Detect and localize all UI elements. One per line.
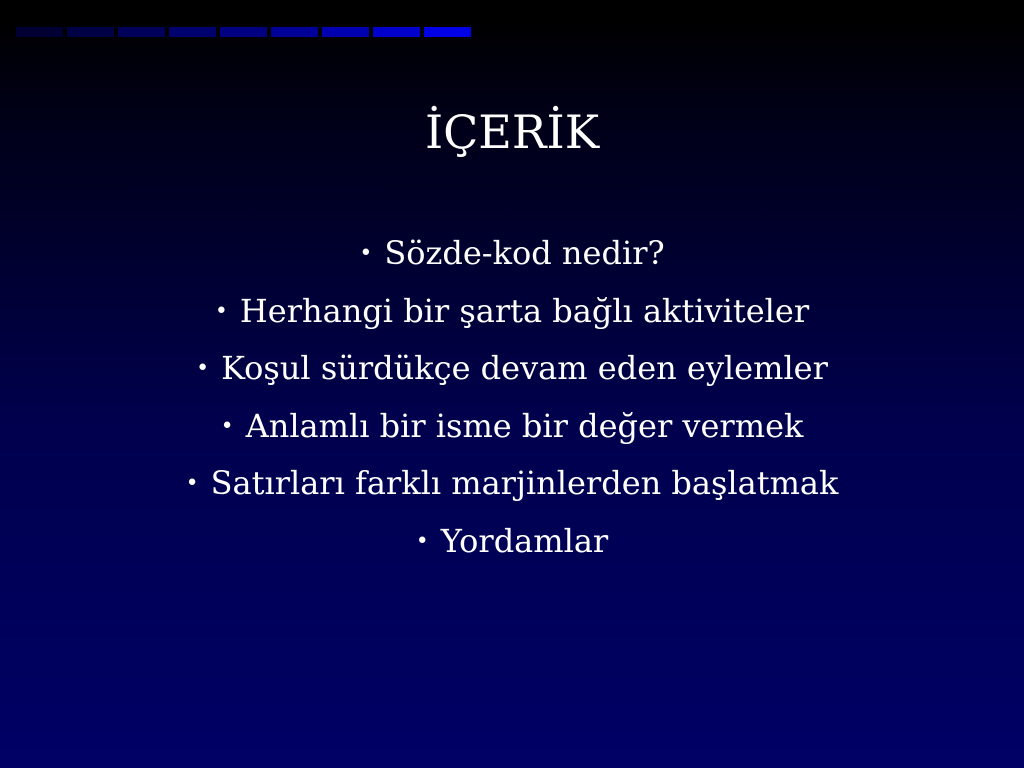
bullet-text: Satırları farklı marjinlerden başlatmak <box>210 464 839 502</box>
bullet-text: Koşul sürdükçe devam eden eylemler <box>221 349 828 387</box>
header-decoration-bar <box>16 27 471 37</box>
bullet-text: Yordamlar <box>440 521 609 560</box>
header-bar-segment <box>220 27 267 37</box>
bullet-item <box>0 283 1024 341</box>
bullet-icon: • <box>196 356 210 381</box>
header-bar-segment <box>118 27 165 37</box>
header-bar-segment <box>271 27 318 37</box>
bullet-item <box>0 455 1024 513</box>
slide-title: İÇERİK <box>424 105 600 159</box>
bullet-item <box>0 398 1024 456</box>
header-bar-segment <box>67 27 114 37</box>
header-bar-segment <box>322 27 369 37</box>
bullet-item <box>0 225 1024 283</box>
bullet-icon: • <box>185 471 199 496</box>
bullet-text: Anlamlı bir isme bir değer vermek <box>245 406 804 445</box>
bullet-list <box>0 225 1024 570</box>
bullet-icon: • <box>359 241 373 266</box>
bullet-icon: • <box>415 528 429 554</box>
bullet-icon: • <box>220 413 234 439</box>
header-bar-segment <box>424 27 471 37</box>
bullet-item <box>0 513 1024 571</box>
header-bar-segment <box>16 27 63 37</box>
bullet-text: Sözde-kod nedir? <box>384 234 665 272</box>
bullet-item <box>0 340 1024 398</box>
header-bar-segment <box>373 27 420 37</box>
bullet-icon: • <box>214 298 228 324</box>
bullet-text: Herhangi bir şarta bağlı aktiviteler <box>239 291 810 330</box>
header-bar-segment <box>169 27 216 37</box>
